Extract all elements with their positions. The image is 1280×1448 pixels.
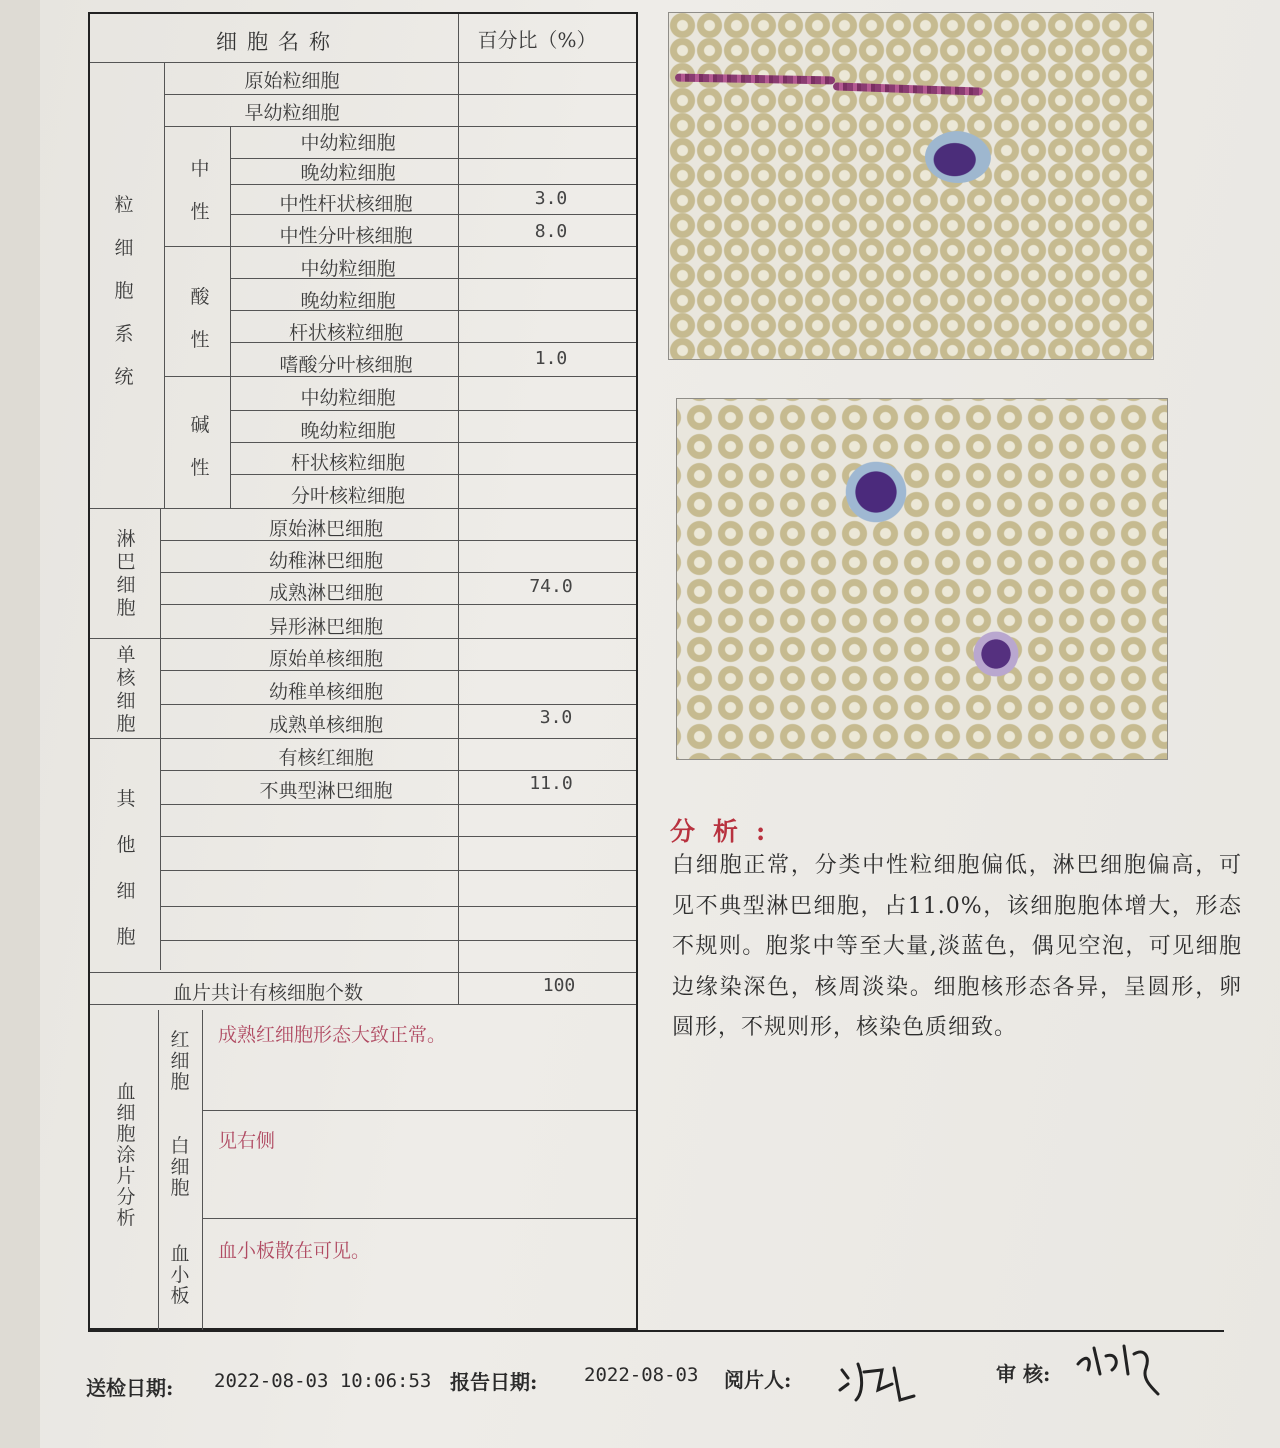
row-name: 异形淋巴细胞 — [268, 616, 384, 638]
row-line — [202, 1218, 636, 1219]
row-line — [160, 770, 636, 771]
smear-rbc-label: 红细胞 — [170, 1029, 190, 1093]
group-neutral: 中性 — [190, 158, 210, 223]
row-name: 成熟淋巴细胞 — [268, 582, 384, 604]
report-date-label: 报告日期: — [450, 1370, 538, 1394]
row-value: 3.0 — [534, 188, 568, 209]
lymphocyte-cell — [845, 461, 907, 523]
row-line — [230, 158, 636, 159]
row-line — [164, 126, 636, 127]
row-name: 成熟单核细胞 — [268, 714, 384, 736]
row-line — [160, 540, 636, 541]
footer-divider — [88, 1330, 1224, 1332]
smear-rbc-text: 成熟红细胞形态大致正常。 — [218, 1024, 447, 1046]
row-line — [90, 508, 636, 509]
row-line — [230, 184, 636, 185]
row-name: 中幼粒细胞 — [300, 387, 396, 409]
granulocyte-group-line — [164, 62, 165, 508]
row-line — [160, 804, 636, 805]
total-label: 血片共计有核细胞个数 — [172, 982, 364, 1004]
row-name: 中性杆状核细胞 — [279, 193, 413, 215]
submit-date-label: 送检日期: — [86, 1376, 174, 1400]
row-name: 原始淋巴细胞 — [268, 518, 384, 540]
row-value: 3.0 — [539, 707, 573, 728]
row-line — [230, 310, 636, 311]
row-name: 晚幼粒细胞 — [300, 420, 396, 442]
report-date-value: 2022-08-03 — [584, 1364, 699, 1386]
row-line — [160, 906, 636, 907]
row-name: 不典型淋巴细胞 — [259, 780, 393, 802]
row-line — [160, 704, 636, 705]
row-line — [160, 604, 636, 605]
smear-plt-text: 血小板散在可见。 — [218, 1240, 371, 1262]
row-name: 嗜酸分叶核细胞 — [279, 354, 413, 376]
analysis-title: 分析: — [670, 817, 784, 846]
smear-wbc-text: 见右侧 — [218, 1130, 276, 1152]
value-column-line — [458, 14, 459, 1004]
row-name: 中幼粒细胞 — [300, 132, 396, 154]
row-line — [160, 940, 636, 941]
row-name: 幼稚淋巴细胞 — [268, 550, 384, 572]
header-divider — [90, 62, 636, 63]
row-line — [202, 1110, 636, 1111]
lymphocyte-cell — [925, 131, 991, 183]
row-line — [230, 278, 636, 279]
group-granulocyte: 粒细胞系统 — [114, 194, 134, 388]
row-line — [160, 870, 636, 871]
row-name: 杆状核粒细胞 — [290, 452, 406, 474]
smear-wbc-label: 白细胞 — [170, 1135, 190, 1199]
row-name: 有核红细胞 — [278, 747, 374, 769]
group-smear-analysis: 血细胞涂片分析 — [116, 1081, 136, 1229]
group-other: 其他细胞 — [116, 788, 136, 948]
row-line — [90, 738, 636, 739]
row-line — [160, 836, 636, 837]
row-line — [230, 410, 636, 411]
smear-photo-2 — [676, 398, 1168, 760]
row-name: 中幼粒细胞 — [300, 258, 396, 280]
group-monocyte: 单核细胞 — [116, 644, 136, 735]
total-value: 100 — [542, 975, 576, 996]
group-lymphocyte: 淋巴细胞 — [116, 528, 136, 619]
row-value: 8.0 — [534, 221, 568, 242]
smear-group-line — [158, 1010, 159, 1332]
group-basic: 碱性 — [190, 414, 210, 479]
lymphocyte-cell — [973, 631, 1019, 677]
cell-count-table — [88, 12, 638, 1330]
row-name: 杆状核粒细胞 — [288, 322, 404, 344]
header-cell-name: 细胞名称 — [216, 30, 340, 54]
group-acid: 酸性 — [190, 286, 210, 351]
row-name: 幼稚单核细胞 — [268, 681, 384, 703]
reviewer-signature — [1072, 1334, 1172, 1404]
row-name: 晚幼粒细胞 — [300, 162, 396, 184]
smear-sub-line — [202, 1010, 203, 1332]
smear-edge-stain — [675, 74, 835, 85]
row-value: 74.0 — [529, 576, 573, 597]
row-line — [90, 972, 636, 973]
reader-label: 阅片人: — [724, 1368, 792, 1392]
smear-edge-stain — [833, 82, 983, 95]
row-name: 原始粒细胞 — [244, 70, 340, 92]
row-name: 中性分叶核细胞 — [279, 225, 413, 247]
row-value: 1.0 — [534, 348, 568, 369]
lower-group-line — [160, 508, 161, 970]
analysis-body: 白细胞正常，分类中性粒细胞偏低，淋巴细胞偏高，可见不典型淋巴细胞，占11.0%，该细胞胞体增大，形态不规则。胞浆中等至大量,淡蓝色，偶见空泡，可见细胞边缘染深色，核周淡染。细胞核形态各异，呈圆形，卵圆形，不规则形，核染色质细致。 — [672, 853, 1242, 1040]
header-percent: 百分比（%） — [477, 28, 597, 52]
row-name: 早幼粒细胞 — [244, 102, 340, 124]
row-name: 晚幼粒细胞 — [300, 290, 396, 312]
reader-signature — [834, 1350, 924, 1410]
row-value: 11.0 — [529, 773, 573, 794]
smear-plt-label: 血小板 — [170, 1243, 190, 1307]
row-line — [160, 572, 636, 573]
submit-date-value: 2022-08-03 10:06:53 — [214, 1370, 432, 1392]
smear-photo-1 — [668, 12, 1154, 360]
row-line — [160, 670, 636, 671]
reviewer-label: 审 核: — [996, 1362, 1051, 1386]
row-name: 原始单核细胞 — [268, 648, 384, 670]
row-name: 分叶核粒细胞 — [290, 485, 406, 507]
row-line — [230, 442, 636, 443]
row-line — [164, 94, 636, 95]
